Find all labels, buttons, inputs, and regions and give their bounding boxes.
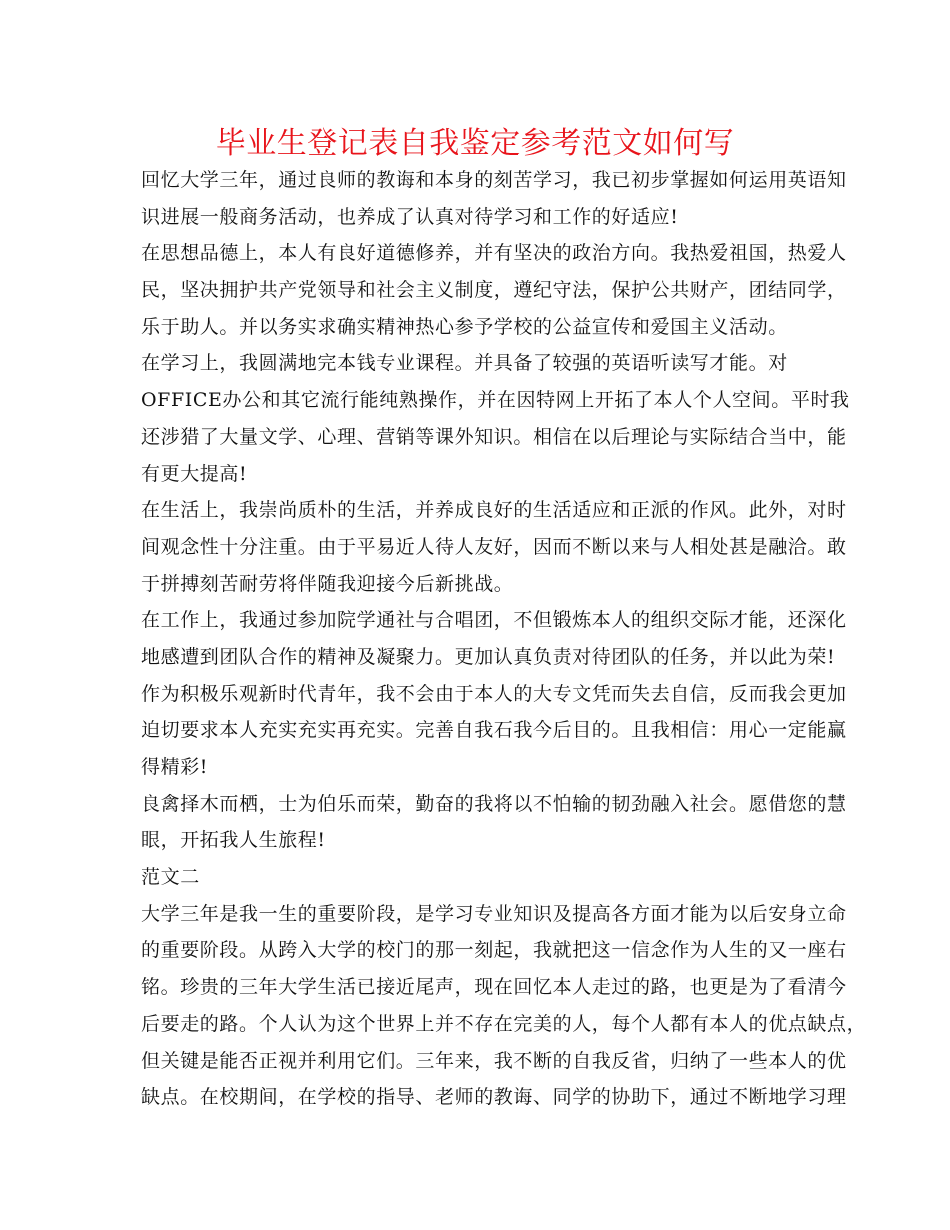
body-line: 但关键是能否正视并利用它们。三年来，我不断的自我反省，归纳了一些本人的优 [141, 1049, 847, 1072]
body-line: 民，坚决拥护共产党领导和社会主义制度，遵纪守法，保护公共财产，团结同学， [141, 279, 847, 302]
body-line: 的重要阶段。从跨入大学的校门的那一刻起，我就把这一信念作为人生的又一座右 [141, 939, 847, 962]
body-line: 良禽择木而栖，士为伯乐而荣，勤奋的我将以不怕输的韧劲融入社会。愿借您的慧 [141, 792, 847, 815]
body-line: 有更大提高! [141, 462, 248, 485]
body-line: OFFICE办公和其它流行能纯熟操作，并在因特网上开拓了本人个人空间。平时我 [141, 389, 850, 412]
body-line: 识进展一般商务活动，也养成了认真对待学习和工作的好适应! [141, 205, 679, 228]
body-line: 乐于助人。并以务实求确实精神热心参予学校的公益宣传和爱国主义活动。 [141, 315, 788, 338]
body-line: 于拼搏刻苦耐劳将伴随我迎接今后新挑战。 [141, 572, 514, 595]
body-line: 后要走的路。个人认为这个世界上并不存在完美的人，每个人都有本人的优点缺点， [141, 1012, 867, 1035]
section-heading: 范文二 [141, 866, 200, 889]
body-line: 作为积极乐观新时代青年，我不会由于本人的大专文凭而失去自信，反而我会更加 [141, 682, 847, 705]
body-line: 回忆大学三年，通过良师的教诲和本身的刻苦学习，我已初步掌握如何运用英语知 [141, 169, 847, 191]
body-line: 在思想品德上，本人有良好道德修养，并有坚决的政治方向。我热爱祖国，热爱人 [141, 242, 847, 265]
document-title: 毕业生登记表自我鉴定参考范文如何写 [215, 126, 735, 161]
document-body [141, 162, 867, 1116]
body-line: 地感遭到团队合作的精神及凝聚力。更加认真负责对待团队的任务，并以此为荣! [141, 645, 836, 668]
body-line: 铭。珍贵的三年大学生活已接近尾声，现在回忆本人走过的路，也更是为了看清今 [141, 976, 847, 999]
body-line: 迫切要求本人充实充实再充实。完善自我石我今后目的。且我相信：用心一定能赢 [141, 719, 847, 742]
body-line: 间观念性十分注重。由于平易近人待人友好，因而不断以来与人相处甚是融洽。敢 [141, 535, 847, 558]
body-line: 在生活上，我崇尚质朴的生活，并养成良好的生活适应和正派的作风。此外，对时 [141, 499, 847, 522]
body-line: 眼，开拓我人生旅程! [141, 829, 326, 852]
body-line: 大学三年是我一生的重要阶段，是学习专业知识及提高各方面才能为以后安身立命 [141, 902, 847, 925]
body-line: 在工作上，我通过参加院学通社与合唱团，不但锻炼本人的组织交际才能，还深化 [141, 609, 847, 632]
body-line: 得精彩! [141, 756, 209, 778]
body-line: 缺点。在校期间，在学校的指导、老师的教诲、同学的协助下，通过不断地学习理 [141, 1086, 847, 1109]
body-line: 在学习上，我圆满地完本钱专业课程。并具备了较强的英语听读写才能。对 [141, 352, 788, 375]
body-line: 还涉猎了大量文学、心理、营销等课外知识。相信在以后理论与实际结合当中，能 [141, 425, 847, 448]
